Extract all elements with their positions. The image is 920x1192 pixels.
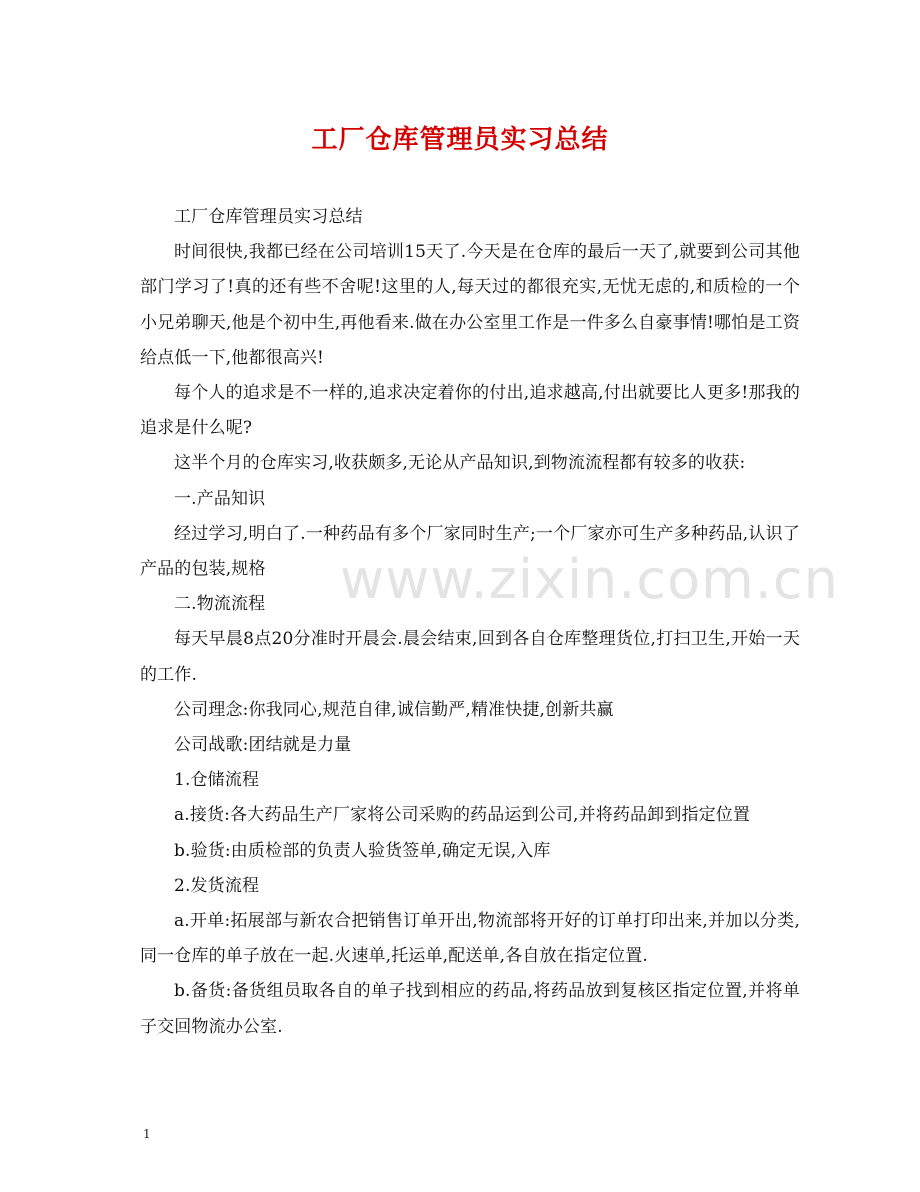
paragraph-company-philosophy: 公司理念:你我同心,规范自律,诚信勤严,精准快捷,创新共赢 — [174, 699, 614, 720]
watermark: www.zixin.com.cn — [340, 548, 839, 611]
paragraph-intro: 时间很快,我都已经在公司培训15天了.今天是在仓库的最后一天了,就要到公司其他部门学习了!真的还有些不舍呢!这里的人,每天过的都很充实,无忧无虑的,和质检的一个小兄弟聊天,他是个初中生,再他看来.做在办公室里工作是一件多么自豪事情!哪怕是工资给点低一下,他都很高兴! — [140, 242, 800, 368]
section-logistics: 二.物流流程 — [174, 594, 266, 615]
document-title: 工厂仓库管理员实习总结 — [311, 125, 609, 155]
paragraph-receiving: a.接货:各大药品生产厂家将公司采购的药品运到公司,并将药品卸到指定位置 — [174, 805, 751, 826]
paragraph-stocking: b.备货:备货组员取各自的单子找到相应的药品,将药品放到复核区指定位置,并将单子交回物流办公室. — [140, 981, 800, 1037]
subsection-shipping: 2.发货流程 — [174, 875, 260, 896]
document-body — [140, 200, 800, 1045]
paragraph-morning-meeting: 每天早晨8点20分准时开晨会.晨会结束,回到各自仓库整理货位,打扫卫生,开始一天的工作. — [140, 629, 800, 685]
paragraph-gains: 这半个月的仓库实习,收获颇多,无论从产品知识,到物流流程都有较多的收获: — [174, 453, 746, 474]
paragraph-pursuit: 每个人的追求是不一样的,追求决定着你的付出,追求越高,付出就要比人更多!那我的追求是什么呢? — [140, 383, 800, 439]
paragraph-order-entry: a.开单:拓展部与新农合把销售订单开出,物流部将开好的订单打印出来,并加以分类,同一仓库的单子放在一起.火速单,托运单,配送单,各自放在指定位置. — [140, 911, 800, 967]
page-number: 1 — [143, 1127, 151, 1141]
paragraph-product-knowledge: 经过学习,明白了.一种药品有多个厂家同时生产;一个厂家亦可生产多种药品,认识了产品的包装,规格 — [140, 523, 800, 580]
paragraph-company-song: 公司战歌:团结就是力量 — [174, 735, 352, 756]
section-product-knowledge: 一.产品知识 — [174, 488, 266, 509]
paragraph-inspection: b.验货:由质检部的负责人验货签单,确定无误,入库 — [174, 840, 551, 861]
subsection-storage: 1.仓储流程 — [174, 770, 260, 791]
paragraph-heading: 工厂仓库管理员实习总结 — [174, 207, 363, 227]
